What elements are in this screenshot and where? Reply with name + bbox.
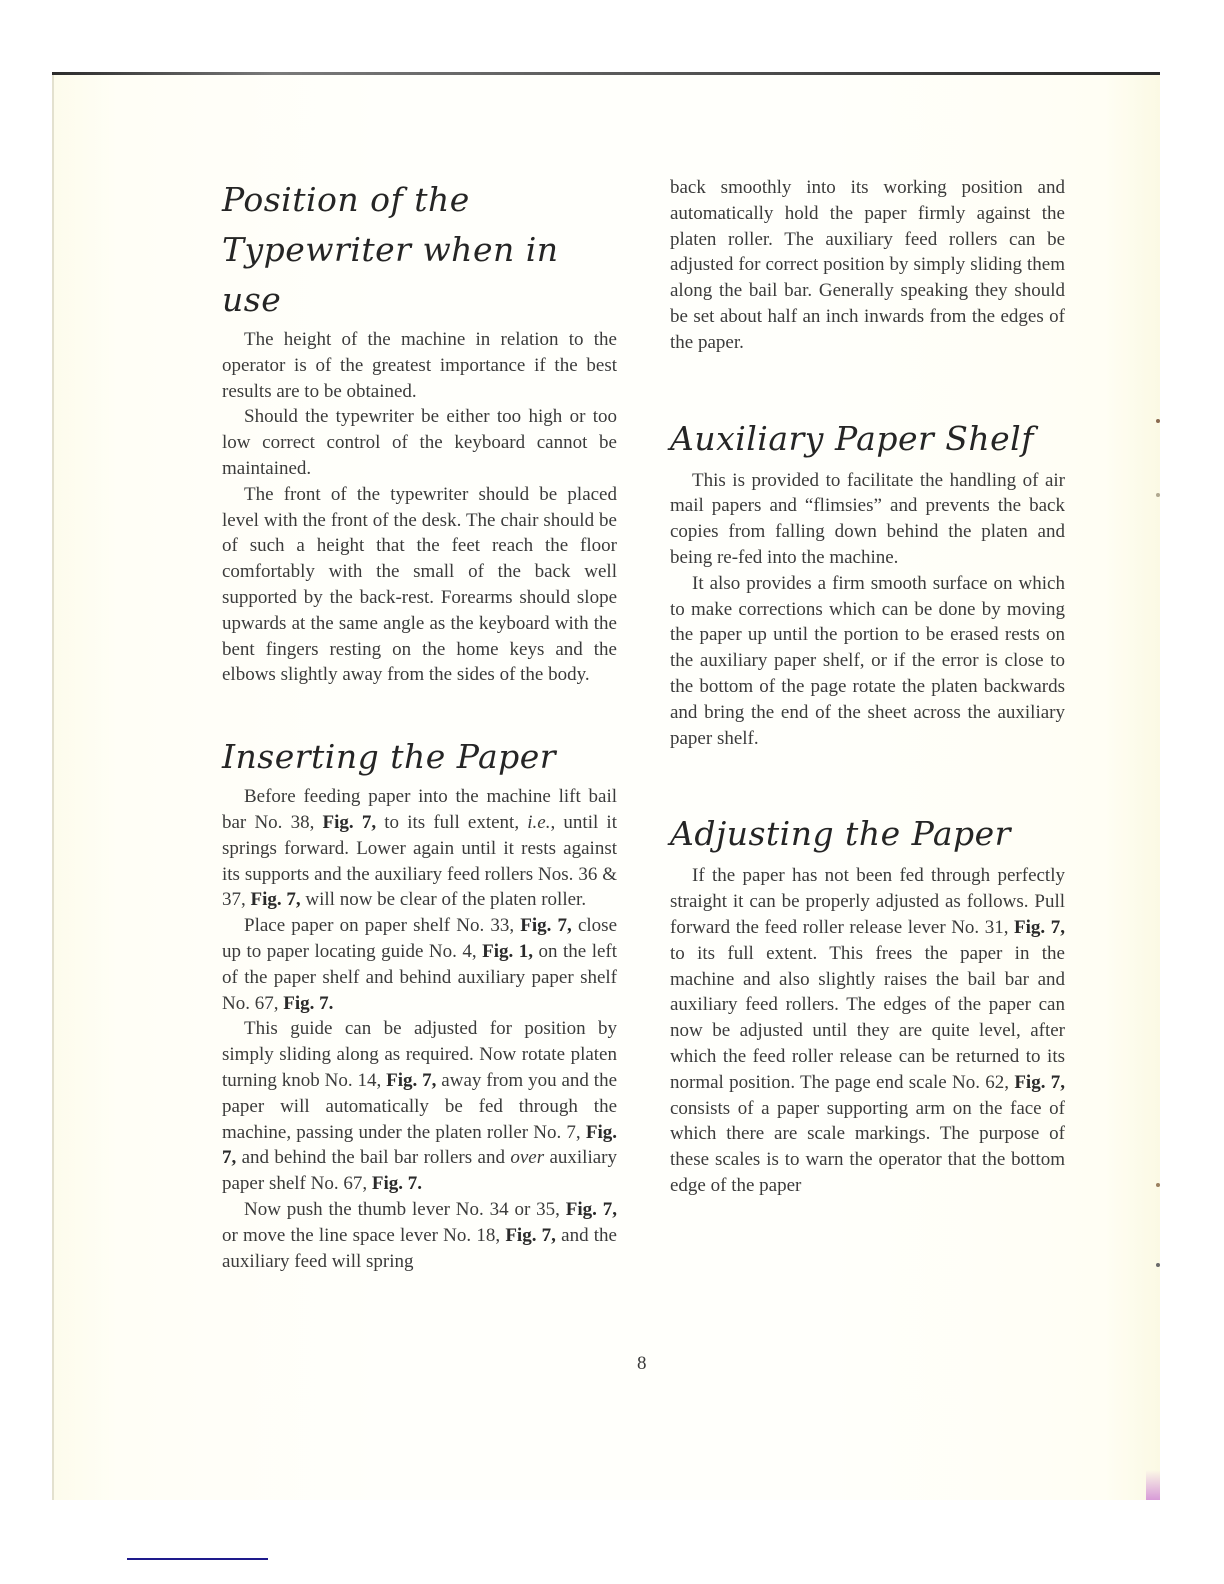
scan-corner-tint (1146, 1470, 1160, 1500)
heading-position-of-typewriter (222, 175, 617, 325)
text-run: to its full extent. This frees the paper in the machine and also slightly raises the bail bar and auxiliary feed rollers. The edges of the paper can now be adjusted until they are quite level, after which the feed roller release can be returned to its normal position. The page end scale No. 62, (670, 942, 1065, 1093)
figure-reference: Fig. 7, (222, 1121, 617, 1169)
figure-reference: Fig. 1, (482, 940, 533, 962)
scan-speck (1156, 419, 1160, 423)
scan-speck (1156, 1263, 1160, 1267)
heading-line-2: Typewriter when in use (222, 230, 559, 319)
figure-reference: Fig. 7, (505, 1224, 556, 1246)
paragraph (222, 1197, 617, 1274)
paragraph: This is provided to facilitate the handling of air mail papers and “flimsies” and prevents the back copies from falling down behind the platen and being re-fed into the machine. (670, 469, 1065, 568)
text-run: will now be clear of the platen roller. (300, 889, 587, 911)
figure-reference: Fig. 7, (1014, 916, 1065, 938)
text-run: close up to paper locating guide No. 4, (222, 915, 618, 962)
left-column (222, 175, 617, 1274)
figure-reference: Fig. 7, (386, 1069, 437, 1091)
right-column (670, 175, 1065, 1199)
text-run: on the left of the paper shelf and behind auxiliary paper shelf No. 67, (222, 940, 618, 1014)
text-run: auxiliary paper shelf No. 67, (222, 1147, 617, 1195)
figure-reference: Fig. 7, (250, 889, 301, 911)
paragraph (222, 913, 617, 1016)
text-run: and the auxiliary feed will spring (222, 1224, 617, 1272)
paragraph (222, 1016, 617, 1197)
paragraph: The height of the machine in relation to the operator is of the greatest importance if the best results are to be obtained. (222, 329, 617, 402)
figure-reference: Fig. 7. (283, 992, 334, 1014)
figure-reference: Fig. 7, (565, 1198, 617, 1220)
text-run: and behind the bail bar rollers and (236, 1147, 511, 1169)
scan-speck (1156, 1183, 1160, 1187)
text-run: away from you and the paper will automatically be fed through the machine, passing under the platen roller No. 7, (222, 1069, 618, 1143)
page-number: 8 (637, 1353, 647, 1374)
text-run: Before feeding paper into the machine lift bail bar No. 38, (222, 786, 617, 833)
italic-abbreviation: i.e. (527, 811, 551, 833)
italic-emphasis: over (510, 1147, 545, 1169)
figure-reference: Fig. 7, (322, 811, 377, 833)
text-run: This guide can be adjusted for position by simply sliding along as required. Now rotate platen turning knob No. 14, (222, 1018, 617, 1091)
paragraph: It also provides a firm smooth surface on which to make corrections which can be done by moving the paper up until the portion to be erased rests on the auxiliary paper shelf, or if the error is close to the bottom of the page rotate the platen backwards and bring the end of the sheet across the auxiliary paper shelf. (670, 572, 1065, 749)
heading-line-1: Position of the (222, 180, 470, 219)
text-run: to its full extent, (376, 811, 528, 833)
link-underline (127, 1558, 268, 1560)
paragraph (222, 784, 617, 913)
paragraph: Should the typewriter be either too high or too low correct control of the keyboard cannot be maintained. (222, 406, 617, 479)
text-run: Now push the thumb lever No. 34 or 35, (244, 1198, 566, 1220)
text-run: Place paper on paper shelf No. 33, (244, 915, 521, 937)
figure-reference: Fig. 7. (371, 1173, 422, 1195)
text-run: consists of a paper supporting arm on the face of which there are scale markings. The purpose of these scales is to warn the operator that the bottom edge of the paper (670, 1097, 1065, 1196)
scan-speck (1156, 493, 1160, 497)
paragraph-continuation: back smoothly into its working position and automatically hold the paper firmly against the platen roller. The auxiliary feed rollers can be adjusted for correct position by simply sliding them along the bail bar. Generally speaking they should be set about half an inch inwards from the edges of the paper. (670, 177, 1065, 353)
heading-inserting-the-paper: Inserting the Paper (222, 737, 557, 777)
text-run: If the paper has not been fed through perfectly straight it can be properly adjusted as follows. Pull forward the feed roller release lever No. 31, (670, 865, 1065, 938)
figure-reference: Fig. 7, (1014, 1071, 1065, 1093)
text-run: , until it springs forward. Lower again until it rests against its supports and the auxiliary feed rollers Nos. 36 & 37, (222, 811, 617, 911)
scanned-page (52, 72, 1160, 1500)
heading-auxiliary-paper-shelf: Auxiliary Paper Shelf (670, 418, 1034, 458)
heading-adjusting-the-paper: Adjusting the Paper (670, 814, 1011, 854)
text-run: or move the line space lever No. 18, (222, 1224, 506, 1246)
paragraph (670, 863, 1065, 1198)
paragraph: The front of the typewriter should be placed level with the front of the desk. The chair should be of such a height that the feet reach the floor comfortably with the small of the back well supported by the back-rest. Forearms should slope upwards at the same angle as the keyboard with the bent fingers resting on the home keys and the elbows slightly away from the sides of the body. (222, 483, 617, 686)
figure-reference: Fig. 7, (520, 915, 572, 937)
